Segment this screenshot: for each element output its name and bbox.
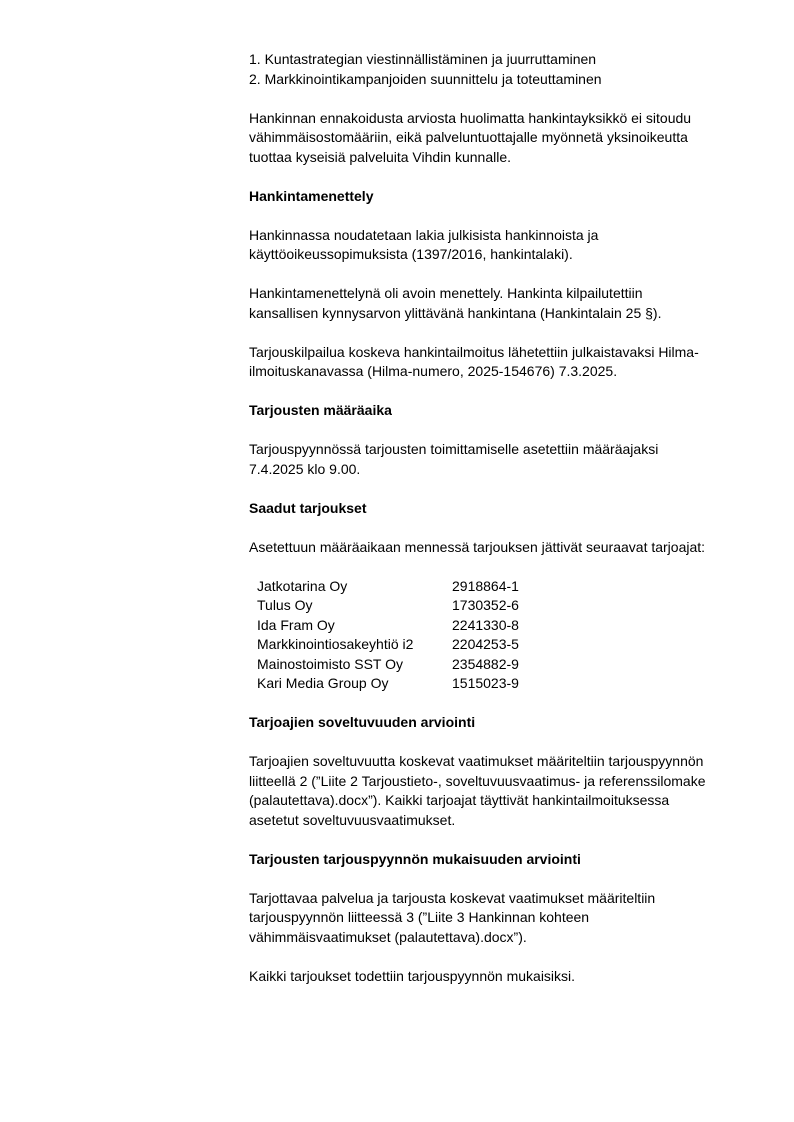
table-row [257,596,519,616]
table-row [257,655,519,675]
deadline-paragraph [249,440,749,479]
scope-list [249,50,749,89]
table-row [257,616,519,636]
bidder-business-id: 2204253-5 [452,636,519,652]
section-heading-deadline: Tarjousten määräaika [249,402,392,418]
paragraph-line: ilmoituskanavassa (Hilma-numero, 2025-154676) 7.3.2025. [249,363,618,379]
intro-paragraph [249,109,749,168]
procedure-paragraph-1 [249,226,749,265]
bidder-name: Jatkotarina Oy [257,577,348,594]
paragraph-line: Tarjottavaa palvelua ja tarjousta koskevat vaatimukset määriteltiin [249,889,656,906]
paragraph-line: kansallisen kynnysarvon ylittävänä hankintana (Hankintalain 25 §). [249,304,662,321]
section-heading-procedure: Hankintamenettely [249,187,374,204]
procedure-paragraph-2 [249,284,749,323]
bidders-table [257,577,519,694]
list-item: 2. Markkinointikampanjoiden suunnittelu ja toteuttaminen [249,70,602,87]
list-item: 1. Kuntastrategian viestinnällistäminen ja juurruttaminen [249,51,597,67]
document-page [249,50,749,986]
paragraph-line: Hankintamenettelynä oli avoin menettely. Hankinta kilpailutettiin [249,285,643,301]
paragraph-line: Hankinnan ennakoidusta arviosta huolimatta hankintayksikkö ei sitoudu [249,109,692,126]
paragraph-line: (palautettava).docx”). Kaikki tarjoajat täyttivät hankintailmoituksessa [249,792,670,808]
section-heading-suitability: Tarjoajien soveltuvuuden arviointi [249,714,476,730]
paragraph-line: 7.4.2025 klo 9.00. [249,460,361,477]
bidder-business-id: 1730352-6 [452,597,519,613]
bidder-name: Kari Media Group Oy [257,675,389,691]
section-heading-offers: Saadut tarjoukset [249,499,367,516]
paragraph-line: käyttöoikeussopimuksista (1397/2016, hankintalaki). [249,246,573,262]
table-row [257,674,519,694]
bidder-name: Tulus Oy [257,597,313,613]
paragraph-line: asetetut soveltuvuusvaatimukset. [249,811,456,828]
suitability-paragraph [249,752,749,830]
paragraph-line: Hankinnassa noudatetaan lakia julkisista hankinnoista ja [249,226,599,243]
paragraph-line: Tarjouskilpailua koskeva hankintailmoitus lähetettiin julkaistavaksi Hilma- [249,343,699,360]
bidder-business-id: 2918864-1 [452,577,519,594]
table-row [257,577,519,597]
table-row [257,635,519,655]
bidder-name: Mainostoimisto SST Oy [257,655,404,672]
paragraph-line: tarjouspyynnön liitteessä 3 (”Liite 3 Hankinnan kohteen [249,909,590,925]
bidder-business-id: 2241330-8 [452,616,519,633]
paragraph-line: Tarjoajien soveltuvuutta koskevat vaatimukset määriteltiin tarjouspyynnön [249,753,704,769]
bidder-name: Ida Fram Oy [257,616,335,633]
conformity-paragraph-2: Kaikki tarjoukset todettiin tarjouspyynnön mukaisiksi. [249,967,576,984]
bidder-name: Markkinointiosakeyhtiö i2 [257,636,414,652]
offers-paragraph: Asetettuun määräaikaan mennessä tarjouksen jättivät seuraavat tarjoajat: [249,538,706,555]
paragraph-line: vähimmäisostomääriin, eikä palveluntuottajalle myönnetä yksinoikeutta [249,129,688,145]
paragraph-line: vähimmäisvaatimukset (palautettava).docx”). [249,928,527,945]
paragraph-line: liitteellä 2 (”Liite 2 Tarjoustieto-, soveltuvuusvaatimus- ja referenssilomake [249,772,706,789]
section-heading-conformity: Tarjousten tarjouspyynnön mukaisuuden arviointi [249,850,581,867]
procedure-paragraph-3 [249,343,749,382]
bidder-business-id: 1515023-9 [452,675,519,691]
paragraph-line: tuottaa kyseisiä palveluita Vihdin kunnalle. [249,148,512,165]
conformity-paragraph-1 [249,889,749,948]
bidder-business-id: 2354882-9 [452,655,519,672]
paragraph-line: Tarjouspyynnössä tarjousten toimittamiselle asetettiin määräajaksi [249,441,659,457]
